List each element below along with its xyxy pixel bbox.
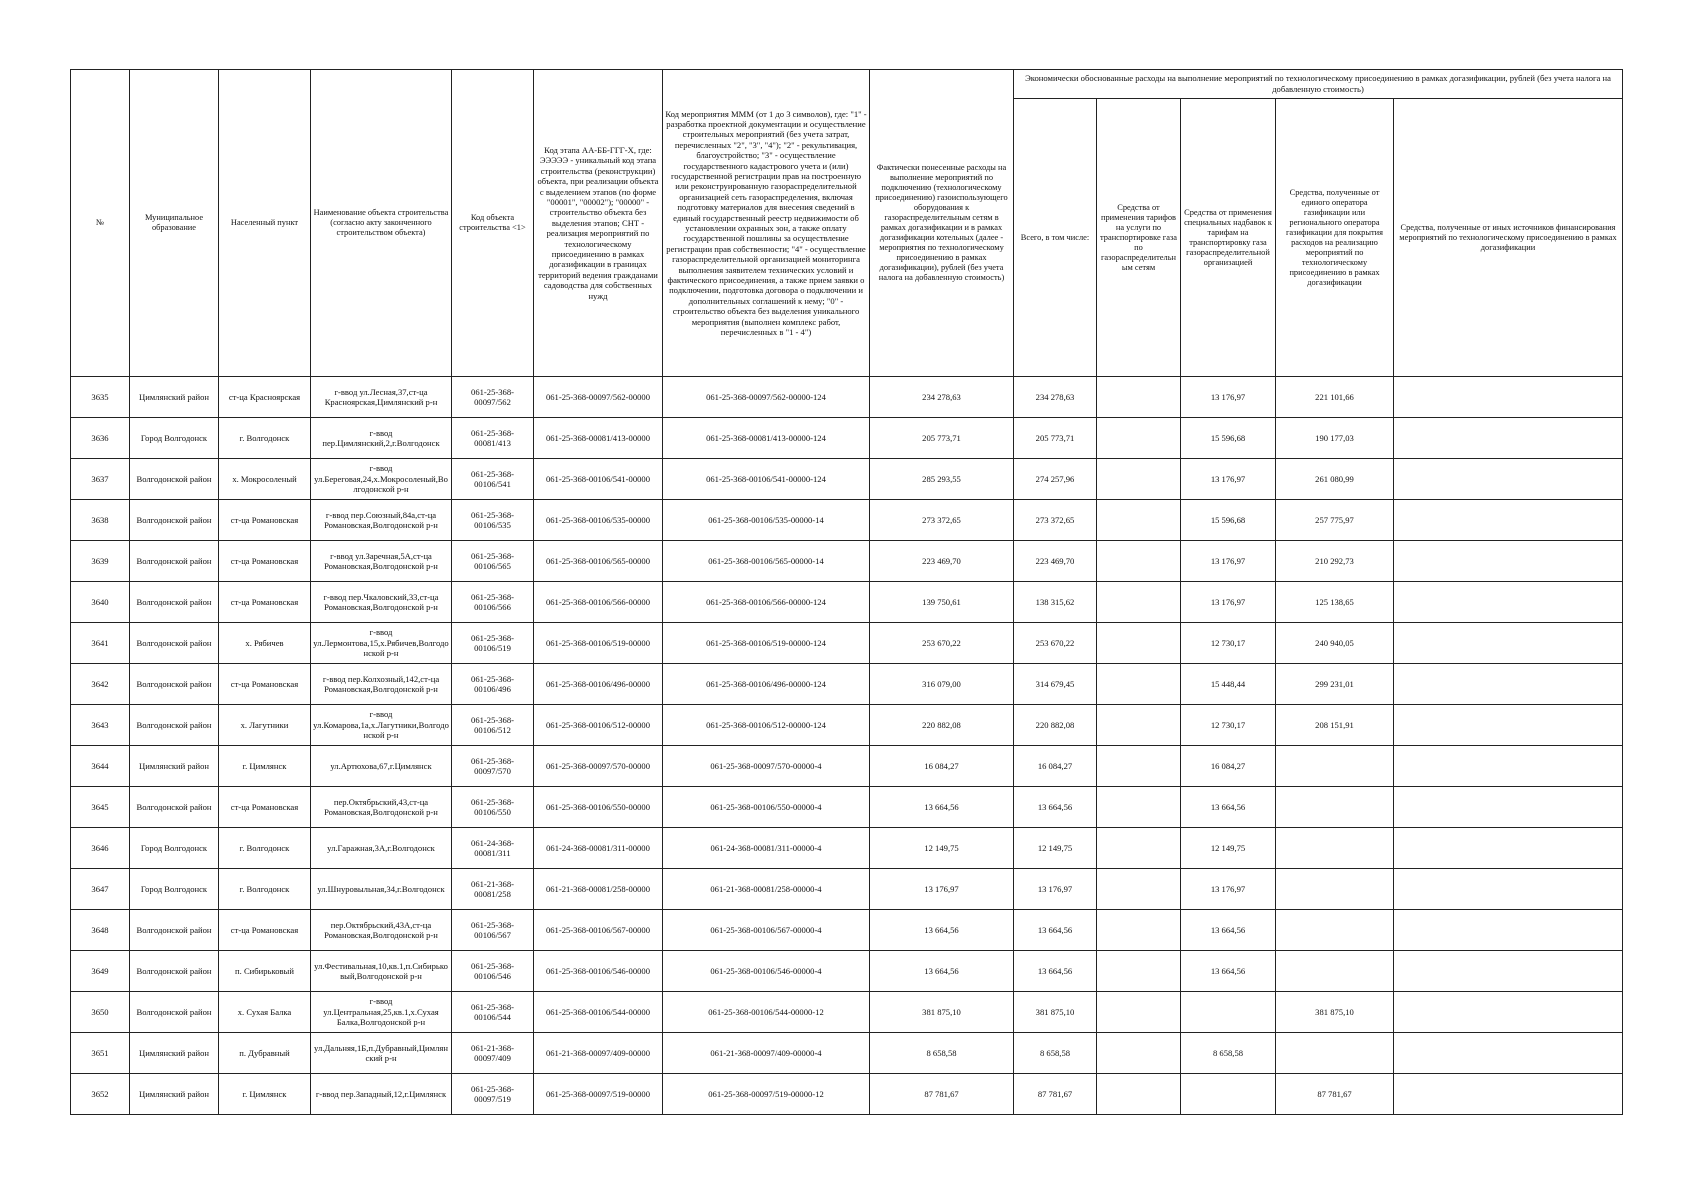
cell-object-name: ул.Шнуровыльная,34,г.Волгодонск [311, 869, 452, 910]
cell-event-code: 061-25-368-00106/567-00000-4 [663, 910, 870, 951]
cell-object-name: г-ввод пер.Цимлянский,2,г.Волгодонск [311, 418, 452, 459]
cell-actual-costs: 220 882,08 [870, 705, 1014, 746]
cell-object-code: 061-25-368-00106/535 [452, 500, 534, 541]
cell-actual-costs: 87 781,67 [870, 1074, 1014, 1115]
cell-special-markup: 13 664,56 [1181, 787, 1276, 828]
cell-num: 3644 [71, 746, 130, 787]
cell-object-name: г-ввод ул.Береговая,24,х.Мокросоленый,Волгодонской р-н [311, 459, 452, 500]
cell-tariff-transport [1097, 828, 1181, 869]
cell-num: 3641 [71, 623, 130, 664]
cell-stage-code: 061-25-368-00106/519-00000 [534, 623, 663, 664]
cell-operator-funds: 240 940,05 [1276, 623, 1394, 664]
cell-num: 3646 [71, 828, 130, 869]
cell-actual-costs: 273 372,65 [870, 500, 1014, 541]
cell-event-code: 061-25-368-00097/519-00000-12 [663, 1074, 870, 1115]
cell-object-code: 061-25-368-00106/550 [452, 787, 534, 828]
cell-num: 3635 [71, 377, 130, 418]
cell-other-funds [1394, 459, 1623, 500]
cell-special-markup: 13 664,56 [1181, 951, 1276, 992]
cell-stage-code: 061-25-368-00106/546-00000 [534, 951, 663, 992]
cell-settlement: ст-ца Романовская [219, 787, 311, 828]
cell-tariff-transport [1097, 377, 1181, 418]
cell-total: 220 882,08 [1014, 705, 1097, 746]
cell-municipality: Волгодонской район [130, 705, 219, 746]
cell-actual-costs: 16 084,27 [870, 746, 1014, 787]
cell-special-markup: 8 658,58 [1181, 1033, 1276, 1074]
cell-event-code: 061-25-368-00106/550-00000-4 [663, 787, 870, 828]
cell-tariff-transport [1097, 746, 1181, 787]
cell-special-markup: 13 176,97 [1181, 869, 1276, 910]
cell-total: 274 257,96 [1014, 459, 1097, 500]
cell-object-code: 061-21-368-00097/409 [452, 1033, 534, 1074]
cell-settlement: ст-ца Красноярская [219, 377, 311, 418]
cell-municipality: Город Волгодонск [130, 418, 219, 459]
header-tariff-transport: Средства от применения тарифов на услуги по транспортировке газа по газораспределительным сетям [1097, 99, 1181, 377]
cell-object-name: г-ввод ул.Лермонтова,15,х.Рябичев,Волгодонской р-н [311, 623, 452, 664]
cell-special-markup: 12 149,75 [1181, 828, 1276, 869]
cell-stage-code: 061-25-368-00106/567-00000 [534, 910, 663, 951]
cell-settlement: п. Сибирьковый [219, 951, 311, 992]
cell-total: 253 670,22 [1014, 623, 1097, 664]
cell-settlement: х. Сухая Балка [219, 992, 311, 1033]
cell-stage-code: 061-25-368-00106/512-00000 [534, 705, 663, 746]
cell-settlement: х. Рябичев [219, 623, 311, 664]
table-row [71, 459, 1623, 500]
cell-special-markup: 13 176,97 [1181, 541, 1276, 582]
cell-event-code: 061-25-368-00106/541-00000-124 [663, 459, 870, 500]
cell-operator-funds [1276, 869, 1394, 910]
cell-num: 3637 [71, 459, 130, 500]
cell-total: 13 664,56 [1014, 787, 1097, 828]
cell-actual-costs: 381 875,10 [870, 992, 1014, 1033]
cell-total: 138 315,62 [1014, 582, 1097, 623]
cell-actual-costs: 205 773,71 [870, 418, 1014, 459]
cell-object-name: ул.Дальняя,1Б,п.Дубравный,Цимлянский р-н [311, 1033, 452, 1074]
cell-tariff-transport [1097, 582, 1181, 623]
cell-object-code: 061-25-368-00106/566 [452, 582, 534, 623]
table-row [71, 992, 1623, 1033]
cell-num: 3638 [71, 500, 130, 541]
cell-operator-funds [1276, 828, 1394, 869]
cell-actual-costs: 12 149,75 [870, 828, 1014, 869]
cell-object-code: 061-25-368-00097/562 [452, 377, 534, 418]
cell-municipality: Волгодонской район [130, 541, 219, 582]
cell-object-code: 061-25-368-00097/570 [452, 746, 534, 787]
cell-actual-costs: 285 293,55 [870, 459, 1014, 500]
cell-tariff-transport [1097, 1033, 1181, 1074]
cell-settlement: г. Волгодонск [219, 828, 311, 869]
cell-stage-code: 061-25-368-00106/496-00000 [534, 664, 663, 705]
header-object-code: Код объекта строительства <1> [452, 70, 534, 377]
cell-actual-costs: 13 664,56 [870, 787, 1014, 828]
cell-object-code: 061-25-368-00106/546 [452, 951, 534, 992]
cell-settlement: х. Мокросоленый [219, 459, 311, 500]
cell-event-code: 061-21-368-00097/409-00000-4 [663, 1033, 870, 1074]
cell-operator-funds: 257 775,97 [1276, 500, 1394, 541]
cell-settlement: п. Дубравный [219, 1033, 311, 1074]
header-special-markup: Средства от применения специальных надбавок к тарифам на транспортировку газа газораспределительной организацией [1181, 99, 1276, 377]
cell-stage-code: 061-25-368-00106/550-00000 [534, 787, 663, 828]
cell-total: 234 278,63 [1014, 377, 1097, 418]
cell-tariff-transport [1097, 459, 1181, 500]
cell-operator-funds [1276, 746, 1394, 787]
cell-total: 8 658,58 [1014, 1033, 1097, 1074]
cell-total: 13 664,56 [1014, 910, 1097, 951]
cell-total: 205 773,71 [1014, 418, 1097, 459]
table-row [71, 910, 1623, 951]
cell-stage-code: 061-25-368-00097/570-00000 [534, 746, 663, 787]
cell-object-name: ул.Гаражная,3А,г.Волгодонск [311, 828, 452, 869]
cell-special-markup: 13 664,56 [1181, 910, 1276, 951]
cell-settlement: г. Волгодонск [219, 869, 311, 910]
cell-special-markup: 15 596,68 [1181, 418, 1276, 459]
header-row-1 [71, 70, 1623, 99]
cell-operator-funds: 190 177,03 [1276, 418, 1394, 459]
cell-municipality: Волгодонской район [130, 582, 219, 623]
cell-special-markup: 13 176,97 [1181, 377, 1276, 418]
cell-object-code: 061-25-368-00106/565 [452, 541, 534, 582]
cell-tariff-transport [1097, 541, 1181, 582]
header-econ-group: Экономически обоснованные расходы на выполнение мероприятий по технологическому присоединению в рамках догазификации, рублей (без учета налога на добавленную стоимость) [1014, 70, 1623, 99]
cell-event-code: 061-21-368-00081/258-00000-4 [663, 869, 870, 910]
cell-actual-costs: 13 664,56 [870, 951, 1014, 992]
table-row [71, 623, 1623, 664]
cell-other-funds [1394, 910, 1623, 951]
cell-operator-funds [1276, 910, 1394, 951]
cell-stage-code: 061-24-368-00081/311-00000 [534, 828, 663, 869]
cell-tariff-transport [1097, 869, 1181, 910]
cell-settlement: х. Лагутники [219, 705, 311, 746]
cell-other-funds [1394, 1033, 1623, 1074]
table-row [71, 418, 1623, 459]
cell-municipality: Цимлянский район [130, 377, 219, 418]
cell-total: 223 469,70 [1014, 541, 1097, 582]
cell-event-code: 061-25-368-00106/512-00000-124 [663, 705, 870, 746]
cell-other-funds [1394, 500, 1623, 541]
table-row [71, 377, 1623, 418]
cell-total: 381 875,10 [1014, 992, 1097, 1033]
cell-special-markup: 16 084,27 [1181, 746, 1276, 787]
table-row [71, 1074, 1623, 1115]
cell-event-code: 061-25-368-00106/544-00000-12 [663, 992, 870, 1033]
cell-operator-funds: 221 101,66 [1276, 377, 1394, 418]
cell-municipality: Волгодонской район [130, 910, 219, 951]
header-stage-code: Код этапа АА-ББ-ГГГ-Х, где: ЭЭЭЭЭ - уникальный код этапа строительства (реконструкции) объекта, при реализации объекта с выделением этапов (по форме "00001", "00002"); "00000" - строительство объекта без выделения этапов; СНТ - реализация мероприятий по технологическому присоединению в рамках догазификации в границах территорий ведения гражданами садоводства для собственных нужд [534, 70, 663, 377]
table-row [71, 787, 1623, 828]
cell-settlement: г. Волгодонск [219, 418, 311, 459]
cell-total: 13 664,56 [1014, 951, 1097, 992]
cell-municipality: Цимлянский район [130, 746, 219, 787]
cell-stage-code: 061-25-368-00106/566-00000 [534, 582, 663, 623]
cell-event-code: 061-25-368-00106/535-00000-14 [663, 500, 870, 541]
cell-stage-code: 061-25-368-00097/519-00000 [534, 1074, 663, 1115]
header-object-name: Наименование объекта строительства (согласно акту законченного строительством объекта) [311, 70, 452, 377]
cell-object-code: 061-25-368-00106/567 [452, 910, 534, 951]
cell-total: 273 372,65 [1014, 500, 1097, 541]
cell-municipality: Волгодонской район [130, 500, 219, 541]
cell-settlement: ст-ца Романовская [219, 500, 311, 541]
cell-municipality: Волгодонской район [130, 664, 219, 705]
cell-municipality: Волгодонской район [130, 459, 219, 500]
cell-event-code: 061-25-368-00106/566-00000-124 [663, 582, 870, 623]
doc-table [70, 69, 1623, 1115]
cell-actual-costs: 234 278,63 [870, 377, 1014, 418]
cell-stage-code: 061-25-368-00081/413-00000 [534, 418, 663, 459]
cell-stage-code: 061-25-368-00097/562-00000 [534, 377, 663, 418]
cell-event-code: 061-25-368-00097/570-00000-4 [663, 746, 870, 787]
table-row [71, 541, 1623, 582]
cell-object-code: 061-25-368-00081/413 [452, 418, 534, 459]
cell-tariff-transport [1097, 1074, 1181, 1115]
cell-municipality: Волгодонской район [130, 951, 219, 992]
cell-other-funds [1394, 951, 1623, 992]
cell-num: 3649 [71, 951, 130, 992]
cell-tariff-transport [1097, 664, 1181, 705]
cell-object-name: г-ввод ул.Комарова,1а,х.Лагутники,Волгодонской р-н [311, 705, 452, 746]
cell-object-name: г-ввод ул.Лесная,37,ст-ца Красноярская,Цимлянский р-н [311, 377, 452, 418]
header-num: № [71, 70, 130, 377]
cell-object-name: г-ввод пер.Союзный,84а,ст-ца Романовская,Волгодонской р-н [311, 500, 452, 541]
cell-num: 3652 [71, 1074, 130, 1115]
cell-municipality: Волгодонской район [130, 992, 219, 1033]
cell-event-code: 061-25-368-00081/413-00000-124 [663, 418, 870, 459]
cell-other-funds [1394, 1074, 1623, 1115]
cell-object-name: пер.Октябрьский,43,ст-ца Романовская,Волгодонской р-н [311, 787, 452, 828]
cell-num: 3639 [71, 541, 130, 582]
cell-event-code: 061-25-368-00106/546-00000-4 [663, 951, 870, 992]
cell-event-code: 061-25-368-00106/519-00000-124 [663, 623, 870, 664]
cell-other-funds [1394, 787, 1623, 828]
header-operator-funds: Средства, полученные от единого оператора газификации или регионального оператора газификации для покрытия расходов на реализацию мероприятий по технологическому присоединению в рамках догазификации [1276, 99, 1394, 377]
cell-total: 314 679,45 [1014, 664, 1097, 705]
cell-operator-funds: 261 080,99 [1276, 459, 1394, 500]
cell-object-code: 061-25-368-00106/496 [452, 664, 534, 705]
cell-operator-funds: 299 231,01 [1276, 664, 1394, 705]
cell-special-markup: 13 176,97 [1181, 459, 1276, 500]
cell-tariff-transport [1097, 705, 1181, 746]
cell-num: 3640 [71, 582, 130, 623]
cell-object-code: 061-25-368-00106/512 [452, 705, 534, 746]
cell-special-markup: 15 448,44 [1181, 664, 1276, 705]
cell-other-funds [1394, 418, 1623, 459]
cell-object-code: 061-25-368-00097/519 [452, 1074, 534, 1115]
cell-settlement: г. Цимлянск [219, 746, 311, 787]
cell-other-funds [1394, 377, 1623, 418]
cell-municipality: Город Волгодонск [130, 869, 219, 910]
cell-object-code: 061-25-368-00106/541 [452, 459, 534, 500]
table-row [71, 828, 1623, 869]
cell-special-markup: 13 176,97 [1181, 582, 1276, 623]
table-row [71, 951, 1623, 992]
cell-special-markup: 12 730,17 [1181, 705, 1276, 746]
cell-num: 3645 [71, 787, 130, 828]
table-row [71, 1033, 1623, 1074]
table-body [71, 377, 1623, 1115]
cell-operator-funds: 208 151,91 [1276, 705, 1394, 746]
cell-tariff-transport [1097, 787, 1181, 828]
cell-operator-funds: 87 781,67 [1276, 1074, 1394, 1115]
cell-operator-funds [1276, 1033, 1394, 1074]
cell-object-name: г-ввод пер.Колхозный,142,ст-ца Романовская,Волгодонской р-н [311, 664, 452, 705]
cell-special-markup [1181, 992, 1276, 1033]
cell-municipality: Цимлянский район [130, 1033, 219, 1074]
cell-object-name: г-ввод ул.Заречная,5А,ст-ца Романовская,Волгодонской р-н [311, 541, 452, 582]
cell-actual-costs: 223 469,70 [870, 541, 1014, 582]
cell-stage-code: 061-21-368-00097/409-00000 [534, 1033, 663, 1074]
cell-object-name: г-ввод пер.Чкаловский,33,ст-ца Романовская,Волгодонской р-н [311, 582, 452, 623]
cell-settlement: ст-ца Романовская [219, 910, 311, 951]
table-row [71, 582, 1623, 623]
header-total: Всего, в том числе: [1014, 99, 1097, 377]
cell-num: 3647 [71, 869, 130, 910]
cell-actual-costs: 8 658,58 [870, 1033, 1014, 1074]
cell-tariff-transport [1097, 500, 1181, 541]
cell-operator-funds: 125 138,65 [1276, 582, 1394, 623]
cell-num: 3648 [71, 910, 130, 951]
cell-tariff-transport [1097, 951, 1181, 992]
cell-other-funds [1394, 541, 1623, 582]
cell-total: 87 781,67 [1014, 1074, 1097, 1115]
cell-special-markup: 12 730,17 [1181, 623, 1276, 664]
cell-municipality: Волгодонской район [130, 787, 219, 828]
cell-event-code: 061-25-368-00106/565-00000-14 [663, 541, 870, 582]
cell-other-funds [1394, 992, 1623, 1033]
cell-other-funds [1394, 582, 1623, 623]
cell-object-name: пер.Октябрьский,43А,ст-ца Романовская,Волгодонской р-н [311, 910, 452, 951]
cell-other-funds [1394, 828, 1623, 869]
cell-object-code: 061-21-368-00081/258 [452, 869, 534, 910]
cell-municipality: Цимлянский район [130, 1074, 219, 1115]
cell-tariff-transport [1097, 623, 1181, 664]
cell-object-name: г-ввод ул.Центральная,25,кв.1,х.Сухая Балка,Волгодонской р-н [311, 992, 452, 1033]
cell-actual-costs: 13 664,56 [870, 910, 1014, 951]
cell-operator-funds [1276, 951, 1394, 992]
cell-other-funds [1394, 746, 1623, 787]
cell-tariff-transport [1097, 992, 1181, 1033]
cell-event-code: 061-25-368-00097/562-00000-124 [663, 377, 870, 418]
cell-other-funds [1394, 705, 1623, 746]
cell-settlement: ст-ца Романовская [219, 541, 311, 582]
cell-special-markup: 15 596,68 [1181, 500, 1276, 541]
table-row [71, 705, 1623, 746]
cell-stage-code: 061-25-368-00106/565-00000 [534, 541, 663, 582]
cell-event-code: 061-24-368-00081/311-00000-4 [663, 828, 870, 869]
cell-tariff-transport [1097, 910, 1181, 951]
cell-other-funds [1394, 623, 1623, 664]
cell-stage-code: 061-25-368-00106/541-00000 [534, 459, 663, 500]
header-other-funds: Средства, полученные от иных источников финансирования мероприятий по технологическому присоединению в рамках догазификации [1394, 99, 1623, 377]
cell-num: 3651 [71, 1033, 130, 1074]
header-municipality: Муниципальное образование [130, 70, 219, 377]
cell-stage-code: 061-25-368-00106/535-00000 [534, 500, 663, 541]
cell-actual-costs: 316 079,00 [870, 664, 1014, 705]
header-actual-costs: Фактически понесенные расходы на выполнение мероприятий по подключению (технологическому присоединению) газоиспользующего оборудования к газораспределительным сетям в рамках догазификации и в рамках догазификации котельных (далее - мероприятия по технологическому присоединению в рамках догазификации), рублей (без учета налога на добавленную стоимость) [870, 70, 1014, 377]
cell-other-funds [1394, 664, 1623, 705]
cell-operator-funds: 381 875,10 [1276, 992, 1394, 1033]
cell-actual-costs: 139 750,61 [870, 582, 1014, 623]
cell-object-code: 061-24-368-00081/311 [452, 828, 534, 869]
cell-num: 3642 [71, 664, 130, 705]
cell-special-markup [1181, 1074, 1276, 1115]
cell-other-funds [1394, 869, 1623, 910]
cell-settlement: ст-ца Романовская [219, 664, 311, 705]
header-settlement: Населенный пункт [219, 70, 311, 377]
cell-object-code: 061-25-368-00106/519 [452, 623, 534, 664]
table-row [71, 664, 1623, 705]
cell-stage-code: 061-21-368-00081/258-00000 [534, 869, 663, 910]
cell-object-name: ул.Фестивальная,10,кв.1,п.Сибирьковый,Волгодонской р-н [311, 951, 452, 992]
cell-total: 12 149,75 [1014, 828, 1097, 869]
cell-actual-costs: 13 176,97 [870, 869, 1014, 910]
table-row [71, 869, 1623, 910]
cell-object-code: 061-25-368-00106/544 [452, 992, 534, 1033]
header-event-code: Код мероприятия МММ (от 1 до 3 символов), где: "1" - разработка проектной документации и осуществление строительных мероприятий (без учета затрат, перечисленных "2", "3", "4"); "2" - рекультивация, благоустройство; "3" - осуществление государственного кадастрового учета и (или) государственной регистрации прав на построенную или реконструированную газораспределительной организацией сеть газораспределения, включая подготовку материалов для внесения сведений в единый государственный реестр недвижимости об установлении охранных зон, а также оплату государственной пошлины за осуществление регистрации прав собственности; "4" - осуществление газораспределительной организацией мониторинга выполнения заявителем технических условий и фактического присоединения, а также прием заявки о подключении, подготовка договора о подключении и дополнительных соглашений к нему; "0" - строительство объекта без выделения уникального мероприятия (выполнен комплекс работ, перечисленных в "1 - 4") [663, 70, 870, 377]
cell-object-name: ул.Артюхова,67,г.Цимлянск [311, 746, 452, 787]
cell-num: 3643 [71, 705, 130, 746]
cell-total: 13 176,97 [1014, 869, 1097, 910]
cell-tariff-transport [1097, 418, 1181, 459]
cell-settlement: ст-ца Романовская [219, 582, 311, 623]
cell-total: 16 084,27 [1014, 746, 1097, 787]
cell-operator-funds [1276, 787, 1394, 828]
cell-municipality: Волгодонской район [130, 623, 219, 664]
cell-num: 3636 [71, 418, 130, 459]
table-row [71, 746, 1623, 787]
cell-event-code: 061-25-368-00106/496-00000-124 [663, 664, 870, 705]
cell-operator-funds: 210 292,73 [1276, 541, 1394, 582]
table-row [71, 500, 1623, 541]
cell-municipality: Город Волгодонск [130, 828, 219, 869]
cell-stage-code: 061-25-368-00106/544-00000 [534, 992, 663, 1033]
cell-num: 3650 [71, 992, 130, 1033]
cell-settlement: г. Цимлянск [219, 1074, 311, 1115]
cell-actual-costs: 253 670,22 [870, 623, 1014, 664]
cell-object-name: г-ввод пер.Западный,12,г.Цимлянск [311, 1074, 452, 1115]
